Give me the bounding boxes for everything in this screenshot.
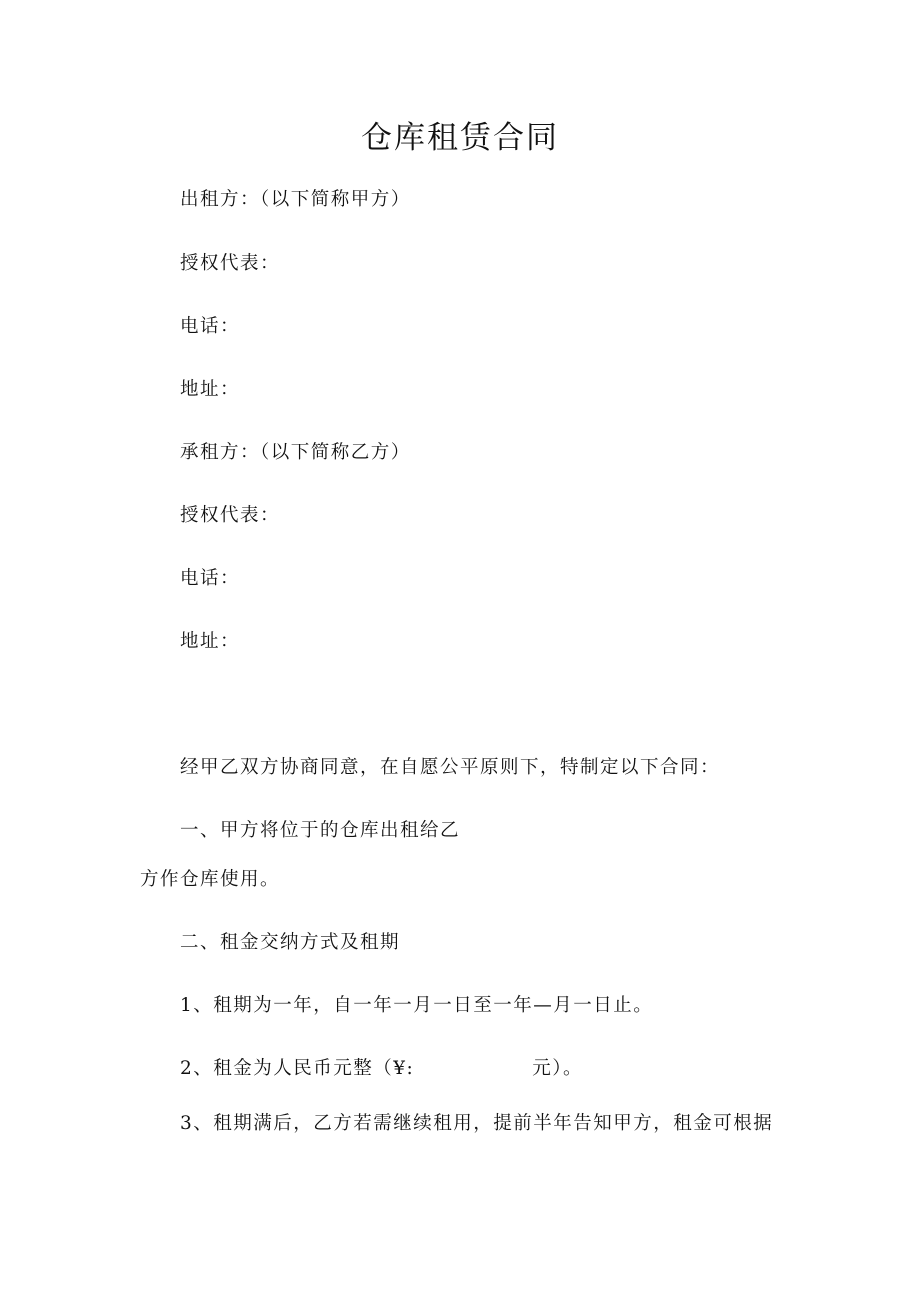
clause2-item3: 3、租期满后，乙方若需继续租用，提前半年告知甲方，租金可根据 — [180, 1113, 774, 1134]
lessee-representative-line: 授权代表： — [180, 505, 281, 526]
lessee-phone-line: 电话： — [180, 568, 241, 589]
lessor-phone-line: 电话： — [180, 316, 241, 337]
lessor-party-line: 出租方：（以下简称甲方） — [180, 189, 411, 210]
clause2-item2 — [180, 1055, 583, 1083]
document-title: 仓库租赁合同 — [361, 120, 559, 156]
clause2-item2-prefix: 2、租金为人民币元整（¥: — [180, 1058, 415, 1079]
clause2-heading: 二、租金交纳方式及租期 — [180, 932, 401, 953]
clause1-line2: 方作仓库使用。 — [140, 869, 281, 890]
lessor-address-line: 地址： — [180, 379, 241, 400]
lessor-representative-line: 授权代表： — [180, 253, 281, 274]
clause2-item1: 1、租期为一年，自一年一月一日至一年—月一日止。 — [180, 995, 654, 1016]
intro-paragraph: 经甲乙双方协商同意，在自愿公平原则下，特制定以下合同： — [180, 757, 721, 778]
clause2-item2-suffix: 元）。 — [532, 1058, 584, 1079]
lessee-address-line: 地址： — [180, 631, 241, 652]
lessee-party-line: 承租方：（以下简称乙方） — [180, 442, 411, 463]
clause1-line1: 一、甲方将位于的仓库出租给乙 — [180, 820, 461, 841]
